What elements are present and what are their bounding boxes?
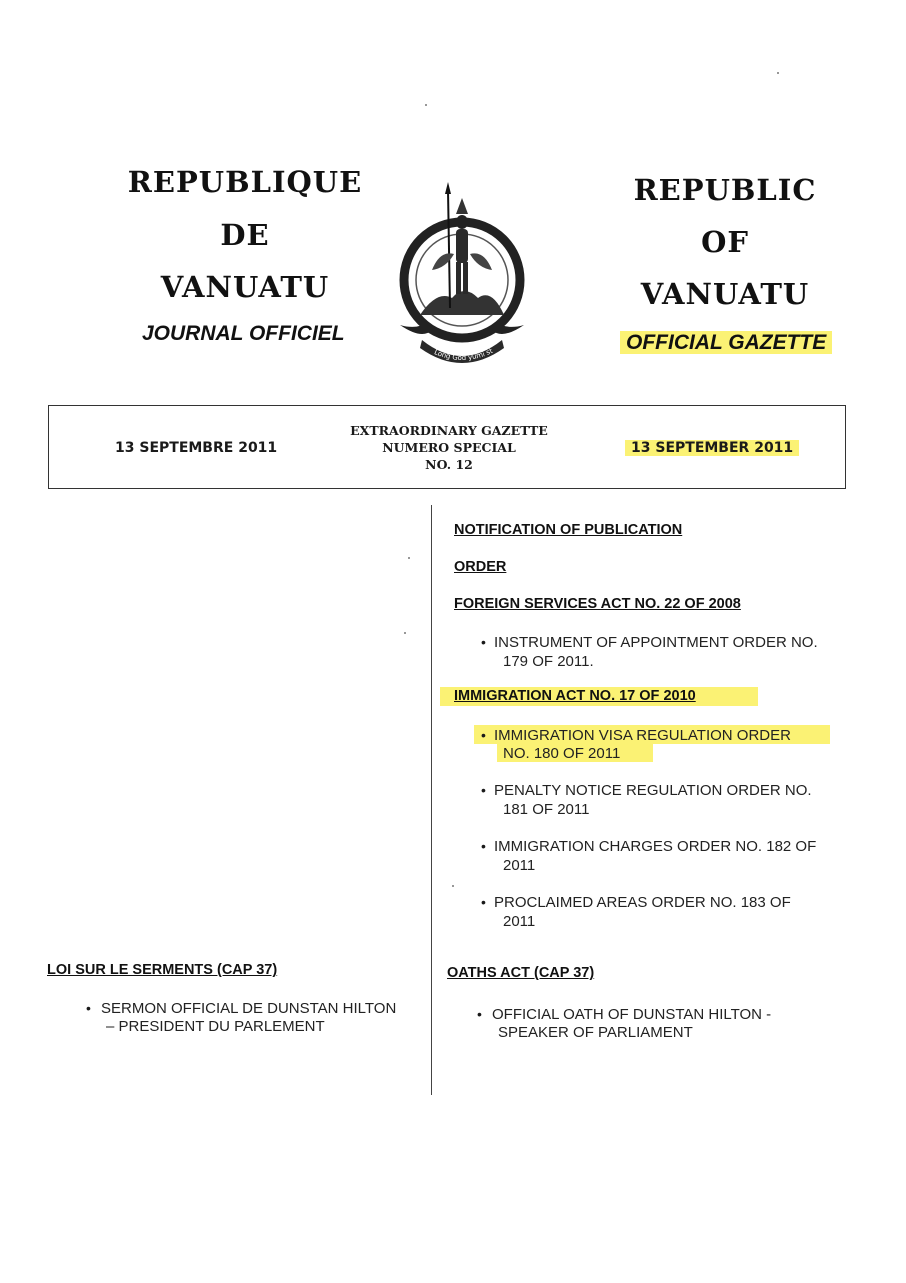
bullet-icon: • (86, 1000, 91, 1016)
official-gazette-title (620, 331, 832, 355)
column-divider (431, 505, 432, 1095)
scan-speck (452, 885, 454, 887)
list-item-line: PROCLAIMED AREAS ORDER NO. 183 OF (494, 894, 791, 911)
scan-speck (425, 104, 427, 106)
list-item-line: IMMIGRATION CHARGES ORDER NO. 182 OF (494, 838, 817, 855)
date-box (48, 405, 846, 489)
list-item-line: 2011 (503, 913, 536, 930)
date-en (625, 440, 799, 456)
bullet-icon: • (481, 782, 486, 798)
header-fr-line1: REPUBLIQUE (127, 165, 363, 199)
header-en-line1: REPUBLIC (633, 173, 817, 207)
emblem-motto: Long God yumi st (433, 346, 495, 363)
official-gazette-highlight: OFFICIAL GAZETTE (620, 331, 832, 354)
gazette-number-block (339, 422, 559, 473)
header-fr-line2: DE (220, 218, 270, 252)
date-en-highlight: 13 SEPTEMBER 2011 (625, 440, 799, 456)
list-item-line: SPEAKER OF PARLIAMENT (498, 1024, 693, 1041)
bullet-icon: • (481, 727, 486, 743)
numero-special-label: NUMERO SPECIAL (382, 440, 516, 455)
scan-speck (404, 632, 406, 634)
notification-heading: NOTIFICATION OF PUBLICATION (454, 522, 683, 538)
list-item-line: NO. 180 OF 2011 (503, 745, 621, 762)
immigration-act-heading: IMMIGRATION ACT NO. 17 OF 2010 (454, 688, 696, 704)
list-item-line: 181 OF 2011 (503, 801, 590, 818)
order-heading: ORDER (454, 559, 507, 575)
bullet-icon: • (481, 894, 486, 910)
journal-officiel-title: JOURNAL OFFICIEL (142, 322, 345, 345)
header-en-line3: VANUATU (640, 277, 810, 311)
bullet-icon: • (481, 838, 486, 854)
list-item-line: 2011 (503, 857, 536, 874)
oaths-act-heading: OATHS ACT (CAP 37) (447, 965, 595, 981)
coat-of-arms-icon (392, 180, 532, 370)
list-item-line: 179 OF 2011. (503, 653, 594, 670)
list-item-line: OFFICIAL OATH OF DUNSTAN HILTON - (492, 1006, 772, 1023)
extraordinary-gazette-label: EXTRAORDINARY GAZETTE (350, 423, 548, 438)
list-item-line: IMMIGRATION VISA REGULATION ORDER (494, 727, 791, 744)
header-en-line2: OF (701, 225, 749, 259)
date-fr: 13 SEPTEMBRE 2011 (115, 440, 278, 456)
gazette-number: NO. 12 (425, 457, 473, 472)
list-item-line: SERMON OFFICIAL DE DUNSTAN HILTON (101, 1000, 397, 1017)
scan-speck (408, 557, 410, 559)
list-item-line: – PRESIDENT DU PARLEMENT (106, 1018, 325, 1035)
foreign-services-act-heading: FOREIGN SERVICES ACT NO. 22 OF 2008 (454, 596, 741, 612)
scan-speck (777, 72, 779, 74)
list-item-line: INSTRUMENT OF APPOINTMENT ORDER NO. (494, 634, 818, 651)
header-fr-line3: VANUATU (160, 270, 330, 304)
list-item-line: PENALTY NOTICE REGULATION ORDER NO. (494, 782, 812, 799)
loi-serments-heading: LOI SUR LE SERMENTS (CAP 37) (47, 962, 278, 978)
bullet-icon: • (481, 634, 486, 650)
bullet-icon: • (477, 1006, 482, 1022)
